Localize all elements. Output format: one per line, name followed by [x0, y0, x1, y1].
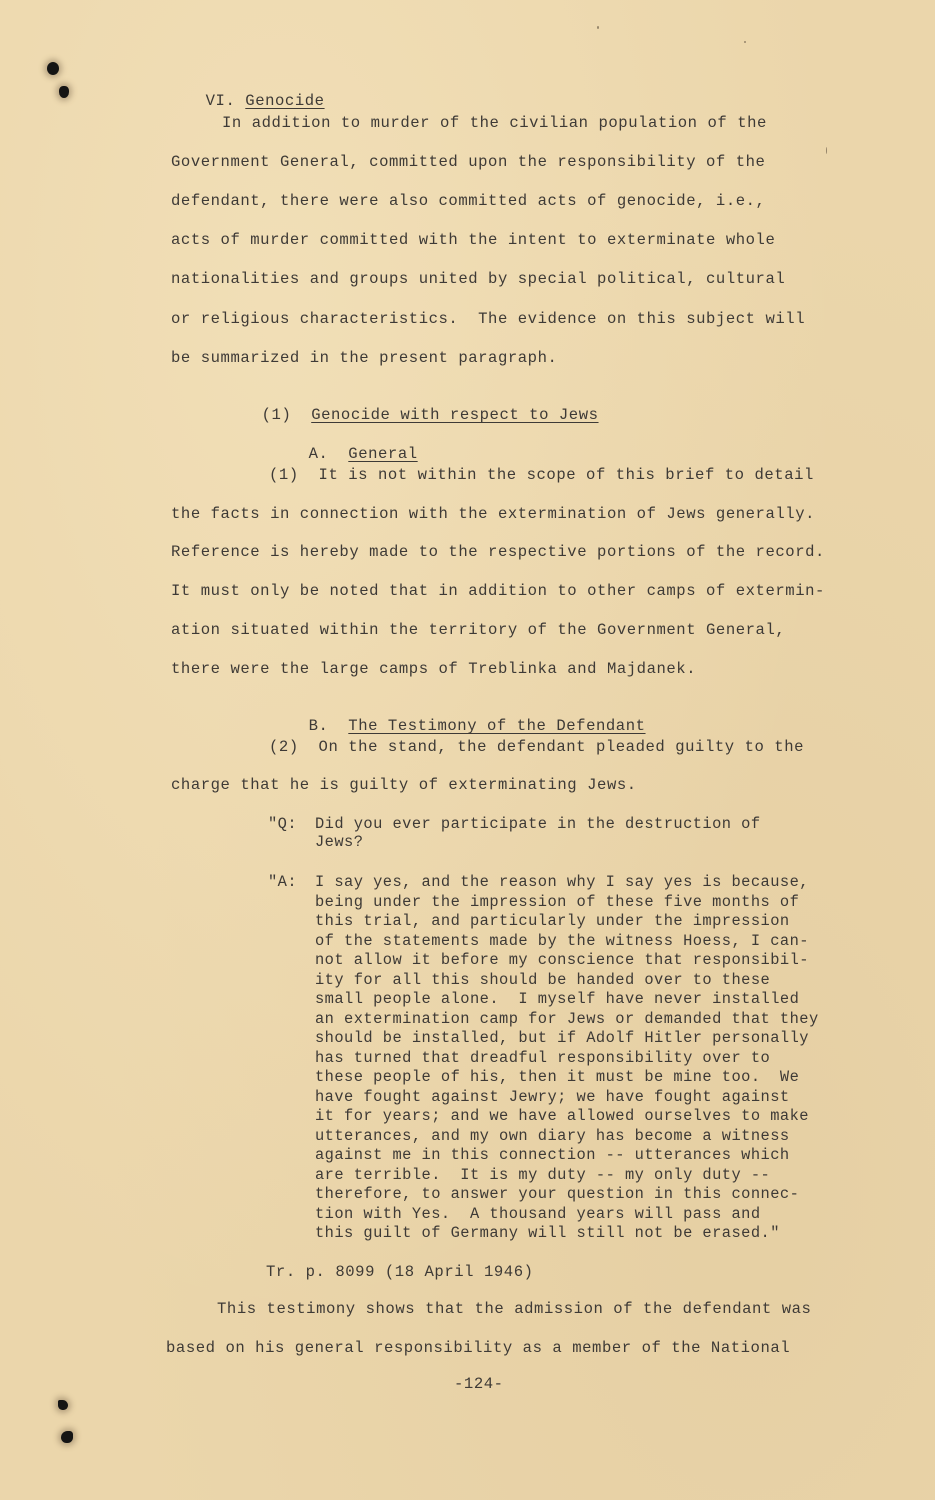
answer-label: "A: — [268, 873, 298, 891]
answer-line: small people alone. I myself have never installed — [315, 990, 800, 1008]
answer-line: an extermination camp for Jews or demanded that they — [315, 1009, 819, 1028]
closing-line: based on his general responsibility as a member of the National — [166, 1339, 791, 1357]
answer-line: should be installed, but if Adolf Hitler personally — [315, 1029, 809, 1047]
intro-line: be summarized in the present paragraph. — [171, 349, 558, 367]
answer-line: are terrible. It is my duty -- my only duty -- — [315, 1165, 771, 1184]
answer-line: I say yes, and the reason why I say yes is because, — [315, 873, 809, 891]
para-1-line: (1) It is not within the scope of this brief to detail — [269, 466, 814, 484]
section-number: VI. — [205, 92, 236, 110]
answer-line: being under the impression of these five months of — [315, 892, 800, 911]
section-title: Genocide — [245, 92, 325, 110]
paper-speck — [744, 41, 746, 43]
punch-hole-bottom-1 — [58, 1400, 68, 1410]
answer-line: it for years; and we have allowed ourselves to make — [315, 1107, 809, 1125]
intro-line: acts of murder committed with the intent to exterminate whole — [171, 231, 776, 249]
para-1-line: the facts in connection with the extermination of Jews generally. — [171, 505, 816, 523]
question-line: Did you ever participate in the destruction of — [315, 815, 761, 833]
intro-line: Government General, committed upon the responsibility of the — [171, 153, 766, 171]
punch-hole-bottom-2 — [61, 1431, 73, 1443]
subsection-title: Genocide with respect to Jews — [311, 406, 599, 424]
answer-line: have fought against Jewry; we have fought against — [315, 1087, 790, 1106]
para-1-line: It must only be noted that in addition to other camps of extermin- — [171, 582, 825, 600]
para-1-line: ation situated within the territory of the Government General, — [171, 621, 786, 639]
para-1-line: Reference is hereby made to the respective portions of the record. — [171, 543, 825, 561]
answer-line: not allow it before my conscience that responsibil- — [315, 951, 809, 969]
para-1-line: there were the large camps of Treblinka and Majdanek. — [171, 660, 697, 678]
subheading-b-title: The Testimony of the Defendant — [348, 717, 646, 735]
intro-line: or religious characteristics. The evidence on this subject will — [171, 310, 806, 328]
answer-line: this guilt of Germany will still not be erased." — [315, 1224, 780, 1242]
page-number: -124- — [454, 1375, 504, 1393]
subheading-a-title: General — [348, 445, 418, 463]
answer-line: this trial, and particularly under the impression — [315, 912, 790, 930]
punch-hole-top-1 — [47, 62, 59, 75]
punch-hole-top-2 — [59, 86, 69, 98]
para-2-line: (2) On the stand, the defendant pleaded guilty to the — [269, 738, 805, 756]
intro-line: nationalities and groups united by special political, cultural — [171, 270, 786, 288]
answer-line: of the statements made by the witness Hoess, I can- — [315, 931, 809, 950]
para-2-line: charge that he is guilty of exterminating Jews. — [171, 776, 637, 794]
question-label: "Q: — [268, 815, 298, 833]
paper-speck — [597, 26, 599, 29]
answer-line: utterances, and my own diary has become a witness — [315, 1126, 790, 1145]
answer-line: has turned that dreadful responsibility over to — [315, 1048, 771, 1067]
paper-speck — [826, 147, 827, 154]
subsection-number: (1) — [261, 406, 292, 424]
answer-line: against me in this connection -- utterances which — [315, 1146, 790, 1164]
closing-line: This testimony shows that the admission of the defendant was — [217, 1300, 812, 1318]
answer-line: these people of his, then it must be mine too. We — [315, 1068, 800, 1086]
answer-line: tion with Yes. A thousand years will pass and — [315, 1204, 761, 1223]
answer-line: ity for all this should be handed over to these — [315, 970, 771, 989]
citation: Tr. p. 8099 (18 April 1946) — [266, 1263, 534, 1281]
intro-line: defendant, there were also committed acts of genocide, i.e., — [171, 192, 766, 210]
intro-line: In addition to murder of the civilian population of the — [222, 114, 767, 132]
question-line: Jews? — [315, 833, 364, 851]
subheading-b-letter: B. — [308, 717, 329, 735]
answer-line: therefore, to answer your question in this connec- — [315, 1185, 800, 1203]
subheading-a-letter: A. — [308, 445, 329, 463]
